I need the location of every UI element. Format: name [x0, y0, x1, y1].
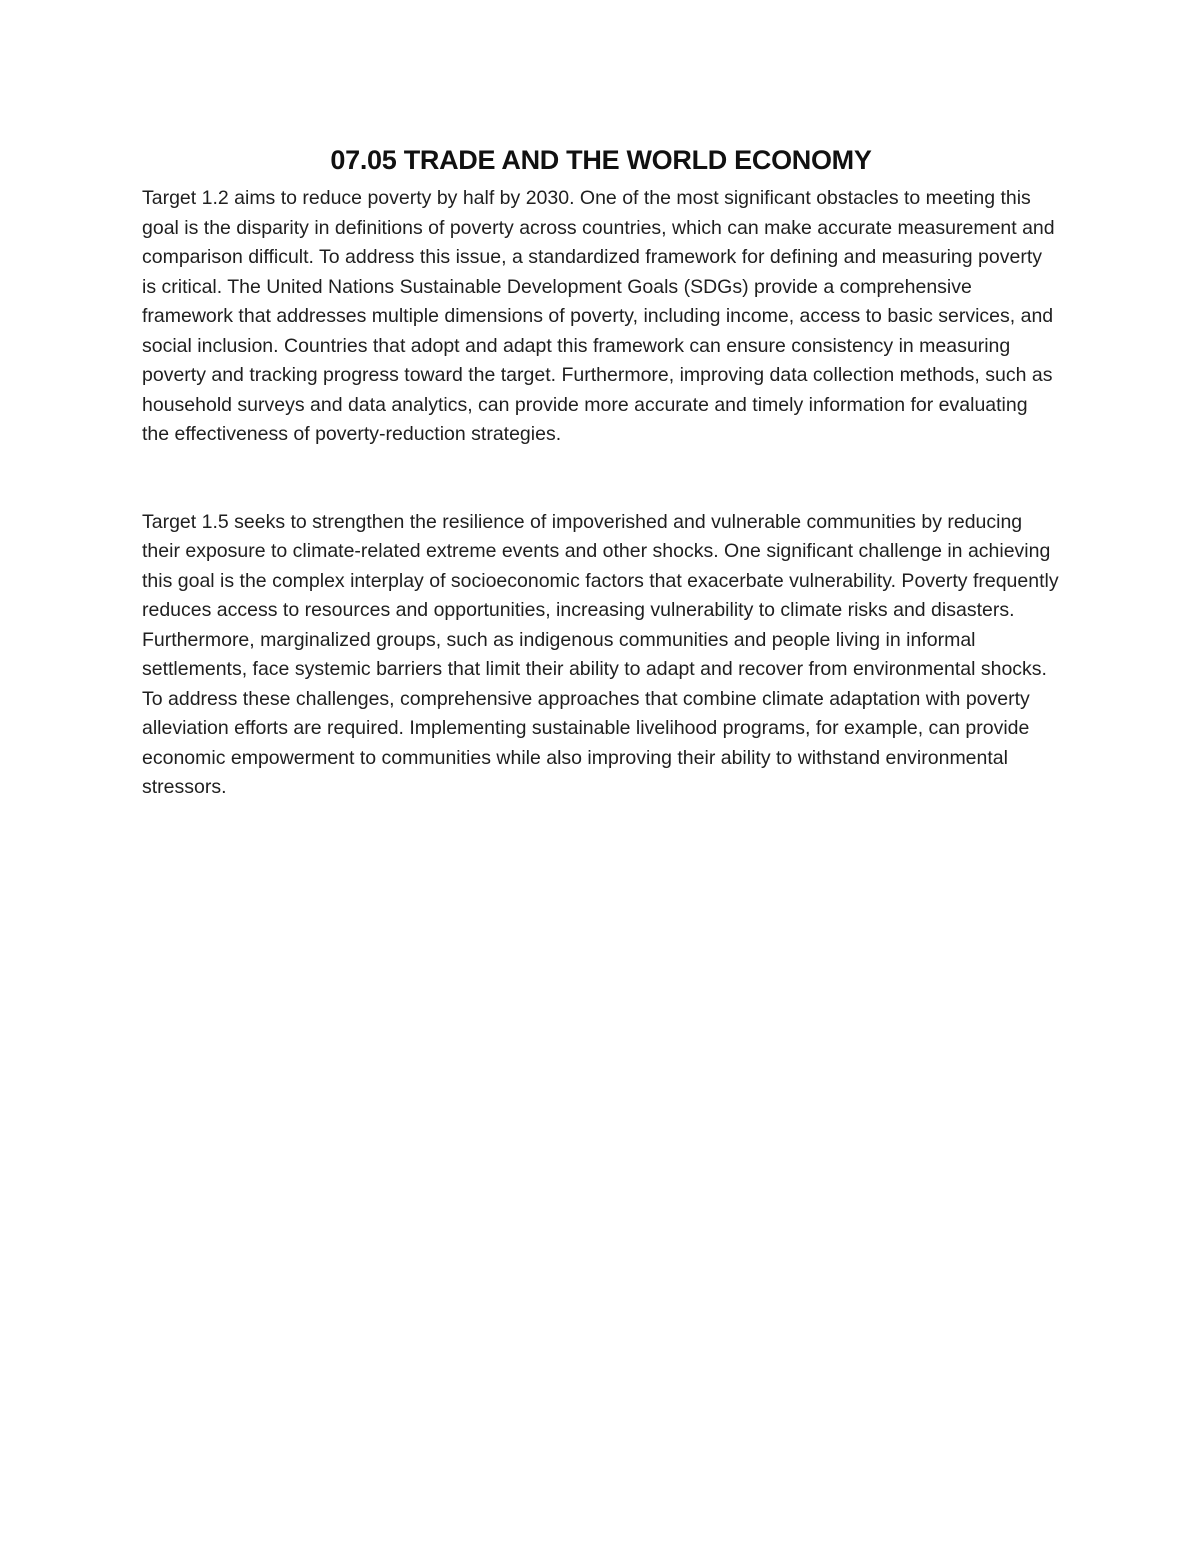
document-title: 07.05 TRADE AND THE WORLD ECONOMY	[330, 145, 872, 175]
paragraph-target-1-5: Target 1.5 seeks to strengthen the resilience of impoverished and vulnerable communities by reducing their exposure to climate-related extreme events and other shocks. One significant challenge in achieving this goal is the complex interplay of socioeconomic factors that exacerbate vulnerability. Poverty frequently reduces access to resources and opportunities, increasing vulnerability to climate risks and disasters. Furthermore, marginalized groups, such as indigenous communities and people living in informal settlements, face systemic barriers that limit their ability to adapt and recover from environmental shocks. To address these challenges, comprehensive approaches that combine climate adaptation with poverty alleviation efforts are required. Implementing sustainable livelihood programs, for example, can provide economic empowerment to communities while also improving their ability to withstand environmental stressors.	[142, 510, 1059, 798]
document-body	[142, 142, 1060, 803]
paragraph-target-1-2: Target 1.2 aims to reduce poverty by half by 2030. One of the most significant obstacles to meeting this goal is the disparity in definitions of poverty across countries, which can make accurate measurement and comparison difficult. To address this issue, a standardized framework for defining and measuring poverty is critical. The United Nations Sustainable Development Goals (SDGs) provide a comprehensive framework that addresses multiple dimensions of poverty, including income, access to basic services, and social inclusion. Countries that adopt and adapt this framework can ensure consistency in measuring poverty and tracking progress toward the target. Furthermore, improving data collection methods, such as household surveys and data analytics, can provide more accurate and timely information for evaluating the effectiveness of poverty-reduction strategies.	[142, 187, 1055, 445]
